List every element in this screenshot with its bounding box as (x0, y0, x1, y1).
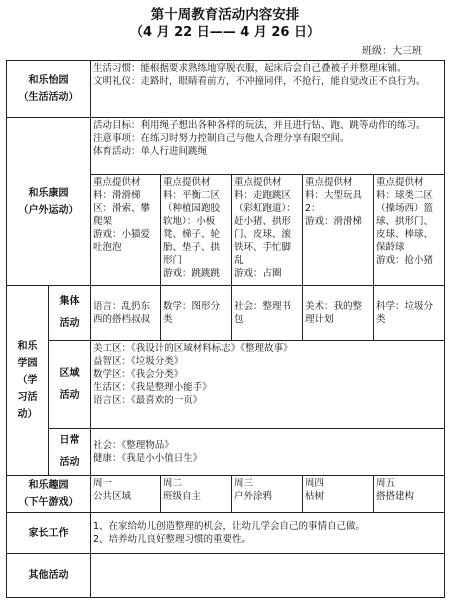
class-label: 班级：大三班 (362, 46, 422, 57)
page-title: 第十周教育活动内容安排 (150, 7, 300, 23)
play-day-2: 周二 班级自主 (161, 476, 232, 513)
other-label: 其他活动 (7, 554, 91, 598)
daily-activity-label: 日常 活动 (49, 429, 91, 476)
parents-content: 1、在家给幼儿创造整理的机会，让幼儿学会自己的事情自己做。 2、培养幼儿良好整理习惯的重要性。 (91, 513, 445, 554)
play-label: 和乐趣园 （下午游戏） (7, 476, 91, 513)
area-activity-row (7, 341, 445, 429)
outdoor-label: 和乐康园 （户外运动） (7, 118, 91, 286)
outdoor-goal-row (7, 118, 445, 175)
play-day-5: 周五 搭搭建构 (374, 476, 445, 513)
parents-label: 家长工作 (7, 513, 91, 554)
play-day-3: 周三 户外涂鸦 (232, 476, 303, 513)
life-content (91, 61, 445, 118)
life-row (7, 61, 445, 118)
other-row (7, 554, 445, 598)
outdoor-area-5: 重点提供材料：球类二区（操场西）篮球、拱形门、皮球、棒球、保龄球 游戏：抢小猪 (374, 175, 445, 286)
daily-activity-content: 社会：《整理物品》 健康：《我是小小值日生》 (91, 429, 445, 476)
group-activity-label: 集体 活动 (49, 286, 91, 341)
play-row (7, 476, 445, 513)
group-activity-row (7, 286, 445, 341)
outdoor-area-2: 重点提供材料：平衡二区（种植园跑胶软地）：小板凳、梯子、轮胎、垫子、拱形门 游戏：跳跳跳 (161, 175, 232, 286)
area-activity-content: 美工区：《我设计的区域材料标志》《整理故事》 益智区：《垃圾分类》 数学区：《我会分类》 生活区：《我是整理小能手》 语言区：《最喜欢的一页》 (91, 341, 445, 429)
other-content (91, 554, 445, 598)
date-range: （4 月 22 日—— 4 月 26 日） (130, 25, 320, 40)
life-etiquette: 文明礼仪：走路时，眼睛看前方，不冲撞同伴，不抢行，能自觉改正不良行为。 (93, 76, 426, 87)
outdoor-goal: 活动目标：利用绳子想出各种各样的玩法，并且进行钻、跑、跳等动作的练习。 注意事项：在练习时努力控制自己与他人合理分享有限空间。 体育活动：单人行进间跳绳 (91, 118, 445, 175)
life-label: 和乐怡园 （生活活动） (7, 61, 91, 118)
group-activity-3: 社会：整理书包 (232, 286, 303, 341)
group-activity-5: 科学：垃圾分类 (374, 286, 445, 341)
group-activity-1: 语言：乱扔东西的搭档叔叔 (91, 286, 161, 341)
play-day-4: 周四 枯树 (303, 476, 374, 513)
daily-activity-row (7, 429, 445, 476)
parents-row (7, 513, 445, 554)
play-day-1: 周一 公共区域 (91, 476, 161, 513)
outdoor-area-1: 重点提供材料：滑滑梯区：滑索、攀爬架 游戏：小猫爱吐泡泡 (91, 175, 161, 286)
outdoor-area-4: 重点提供材料：大型玩具2： 游戏：滑滑梯 (303, 175, 374, 286)
schedule-table (6, 60, 445, 598)
group-activity-2: 数学：图形分类 (161, 286, 232, 341)
outdoor-area-3: 重点提供材料：走跑跳区（彩虹跑道）：赶小猪、拱形门、皮球、滚铁环、手忙脚乱 游戏：占圈 (232, 175, 303, 286)
area-activity-label: 区域 活动 (49, 341, 91, 429)
life-habit: 生活习惯：能根据要求熟练地穿脱衣服，起床后会自己叠被子并整理床铺。 (93, 63, 407, 74)
learning-label: 和乐 学园 （学 习活 动） (7, 286, 49, 476)
group-activity-4: 美术：我的整理计划 (303, 286, 374, 341)
